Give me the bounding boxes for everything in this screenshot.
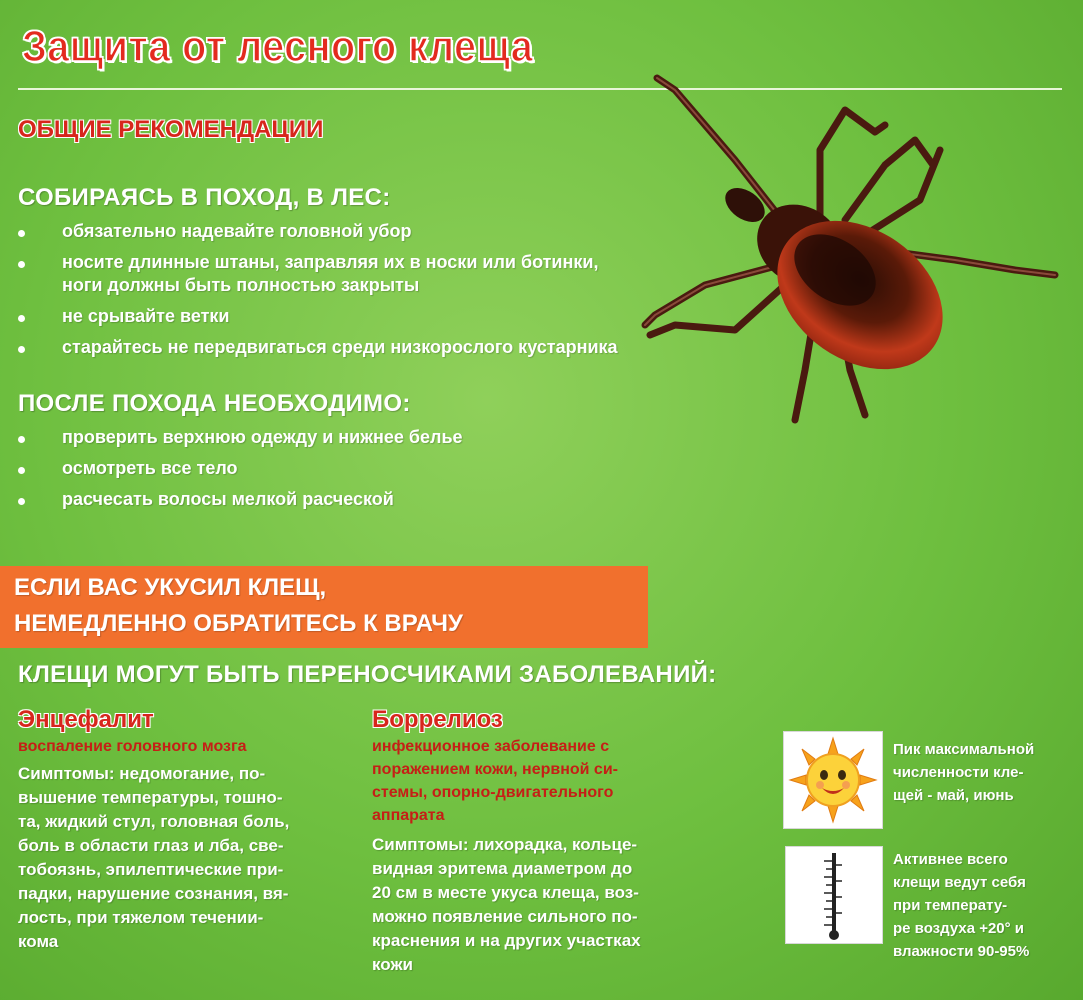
bullet-icon xyxy=(18,315,25,322)
sun-icon-box xyxy=(783,731,883,829)
sun-icon xyxy=(784,732,882,828)
bullet-icon xyxy=(18,261,25,268)
encephalitis-block xyxy=(18,706,358,954)
borreliosis-definition: инфекционное заболевание с поражением кожи, нервной си- стемы, опорно-двигательного аппарата xyxy=(372,738,618,824)
list-item: осмотреть все тело xyxy=(18,457,718,480)
encephalitis-name: Энцефалит xyxy=(18,706,154,733)
section-subtitle: ОБЩИЕ РЕКОМЕНДАЦИИ xyxy=(18,116,324,143)
after-list xyxy=(18,426,718,519)
active-text: Активнее всего клещи ведут себя при температу- ре воздуха +20° и влажности 90-95% xyxy=(893,851,1030,960)
borreliosis-symptoms: Симптомы: лихорадка, кольце- видная эритема диаметром до 20 см в месте укуса клеща, воз- можно появление сильного по- краснения и на других участках кожи xyxy=(372,835,641,974)
borreliosis-name: Боррелиоз xyxy=(372,706,503,733)
peak-text: Пик максимальной численности кле- щей - май, июнь xyxy=(893,741,1035,804)
list-item: носите длинные штаны, заправляя их в носки или ботинки, xyxy=(18,251,718,274)
before-heading: СОБИРАЯСЬ В ПОХОД, В ЛЕС: xyxy=(18,184,391,211)
alert-line-1: ЕСЛИ ВАС УКУСИЛ КЛЕЩ, xyxy=(14,574,327,601)
list-item: проверить верхнюю одежду и нижнее белье xyxy=(18,426,718,449)
thermometer-icon xyxy=(786,847,882,943)
thermometer-icon-box xyxy=(785,846,883,944)
alert-line-2: НЕМЕДЛЕННО ОБРАТИТЕСЬ К ВРАЧУ xyxy=(14,610,463,637)
bullet-icon xyxy=(18,436,25,443)
borreliosis-block xyxy=(372,706,702,977)
before-list xyxy=(18,220,718,367)
list-item: расчесать волосы мелкой расческой xyxy=(18,488,718,511)
bullet-icon xyxy=(18,467,25,474)
bullet-icon xyxy=(18,498,25,505)
bullet-icon xyxy=(18,346,25,353)
list-item: не срывайте ветки xyxy=(18,305,718,328)
list-item: старайтесь не передвигаться среди низкорослого кустарника xyxy=(18,336,718,359)
diseases-heading: КЛЕЩИ МОГУТ БЫТЬ ПЕРЕНОСЧИКАМИ ЗАБОЛЕВАНИЙ: xyxy=(18,661,717,688)
encephalitis-definition: воспаление головного мозга xyxy=(18,738,247,755)
page-title: Защита от лесного клеща xyxy=(22,22,534,71)
list-item: обязательно надевайте головной убор xyxy=(18,220,718,243)
encephalitis-symptoms: Симптомы: недомогание, по- вышение температуры, тошно- та, жидкий стул, головная боль, боль в области глаз и лба, све- тобоязнь, эпилептические при- падки, нарушение сознания, вя- лость, при тяжелом течении- кома xyxy=(18,764,290,951)
bullet-icon xyxy=(18,230,25,237)
alert-banner xyxy=(0,566,648,648)
list-item: ноги должны быть полностью закрыты xyxy=(62,275,420,295)
after-heading: ПОСЛЕ ПОХОДА НЕОБХОДИМО: xyxy=(18,390,411,417)
